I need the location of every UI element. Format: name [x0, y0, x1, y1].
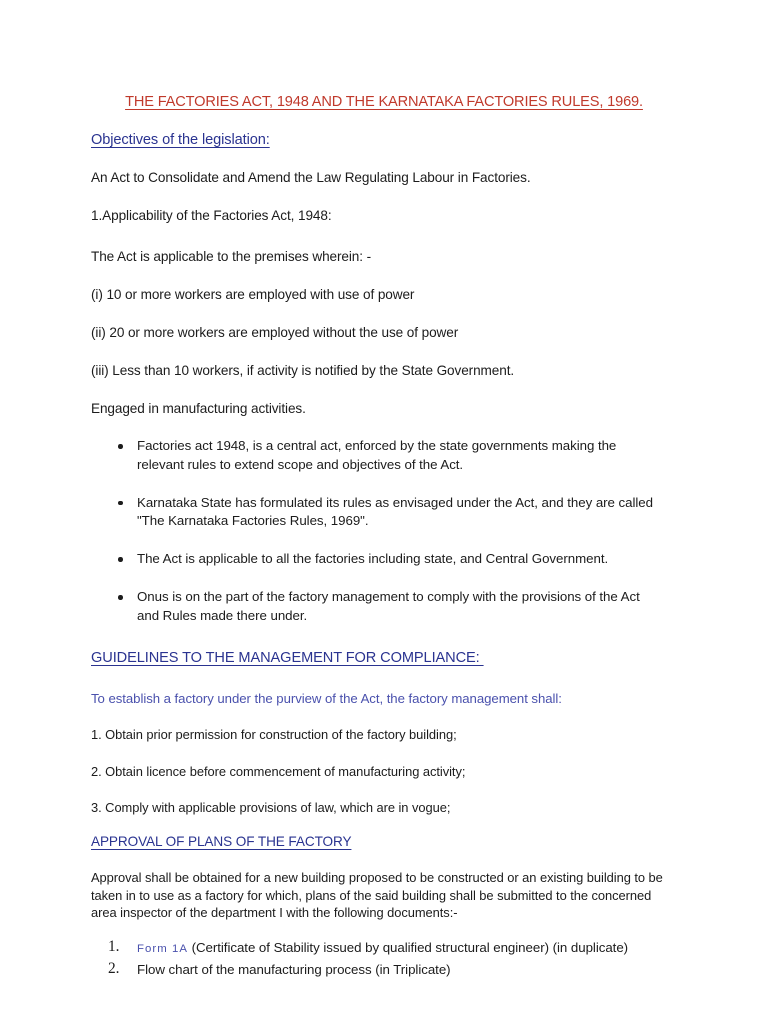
list-item: [91, 960, 663, 981]
list-item-label: Karnataka State has formulated its rules as envisaged under the Act, and they are called "The Karnataka Factories Rules, 1969".: [137, 494, 653, 529]
guidelines-heading: [91, 649, 484, 667]
bullet-dot-icon: [118, 557, 123, 562]
list-item: [91, 938, 663, 960]
applicability-item-iii: (iii) Less than 10 workers, if activity is notified by the State Government.: [91, 363, 515, 378]
guidelines-step-1: 1. Obtain prior permission for construction of the factory building;: [91, 727, 457, 742]
list-item: [91, 550, 663, 569]
approval-heading: [91, 833, 351, 851]
list-item: [91, 437, 663, 475]
bullet-dot-icon: [118, 444, 123, 449]
approval-heading-text: APPROVAL OF PLANS OF THE FACTORY: [91, 834, 352, 849]
list-item-label: Onus is on the part of the factory management to comply with the provisions of the Act and Rules made there under.: [137, 588, 640, 623]
guidelines-lead: To establish a factory under the purview of the Act, the factory management shall:: [91, 691, 562, 706]
list-item-label: (Certificate of Stability issued by qualified structural engineer) (in duplicate): [191, 940, 629, 955]
list-item-label: Factories act 1948, is a central act, enforced by the state governments making the relevant rules to extend scope and objectives of the Act.: [137, 438, 617, 472]
list-item: [91, 494, 663, 532]
approval-documents-list: [91, 938, 663, 980]
document-title-text: THE FACTORIES ACT, 1948 AND THE KARNATAKA FACTORIES RULES, 1969.: [125, 94, 643, 110]
list-item-number: 2.: [108, 959, 120, 977]
objectives-heading-text: Objectives of the legislation:: [91, 132, 270, 148]
applicability-heading: 1.Applicability of the Factories Act, 1948:: [91, 208, 332, 223]
form-reference-link[interactable]: Form 1A: [137, 943, 192, 955]
list-item-label: Flow chart of the manufacturing process (in Triplicate): [137, 961, 451, 977]
guidelines-heading-text: GUIDELINES TO THE MANAGEMENT FOR COMPLIANCE:: [91, 650, 484, 666]
objectives-bullet-list: [91, 437, 663, 626]
approval-paragraph: Approval shall be obtained for a new building proposed to be constructed or an existing building to be taken in to use as a factory for which, plans of the said building shall be submitted to the concerned area inspector of the department I with the following documents:-: [91, 870, 663, 921]
applicability-item-i: (i) 10 or more workers are employed with use of power: [91, 287, 415, 302]
guidelines-step-2: 2. Obtain licence before commencement of manufacturing activity;: [91, 764, 466, 779]
objectives-heading: [91, 131, 270, 149]
applicability-lead: The Act is applicable to the premises wherein: -: [91, 249, 372, 264]
engaged-note: Engaged in manufacturing activities.: [91, 401, 306, 416]
list-item-number: 1.: [108, 938, 120, 955]
bullet-dot-icon: [118, 501, 123, 506]
bullet-dot-icon: [118, 595, 123, 600]
document-title: [0, 93, 768, 111]
list-item-label: The Act is applicable to all the factories including state, and Central Government.: [137, 551, 609, 567]
applicability-item-ii: (ii) 20 or more workers are employed without the use of power: [91, 325, 459, 340]
guidelines-step-3: 3. Comply with applicable provisions of law, which are in vogue;: [91, 800, 451, 815]
list-item: [91, 588, 663, 626]
objectives-intro: An Act to Consolidate and Amend the Law Regulating Labour in Factories.: [91, 170, 531, 185]
